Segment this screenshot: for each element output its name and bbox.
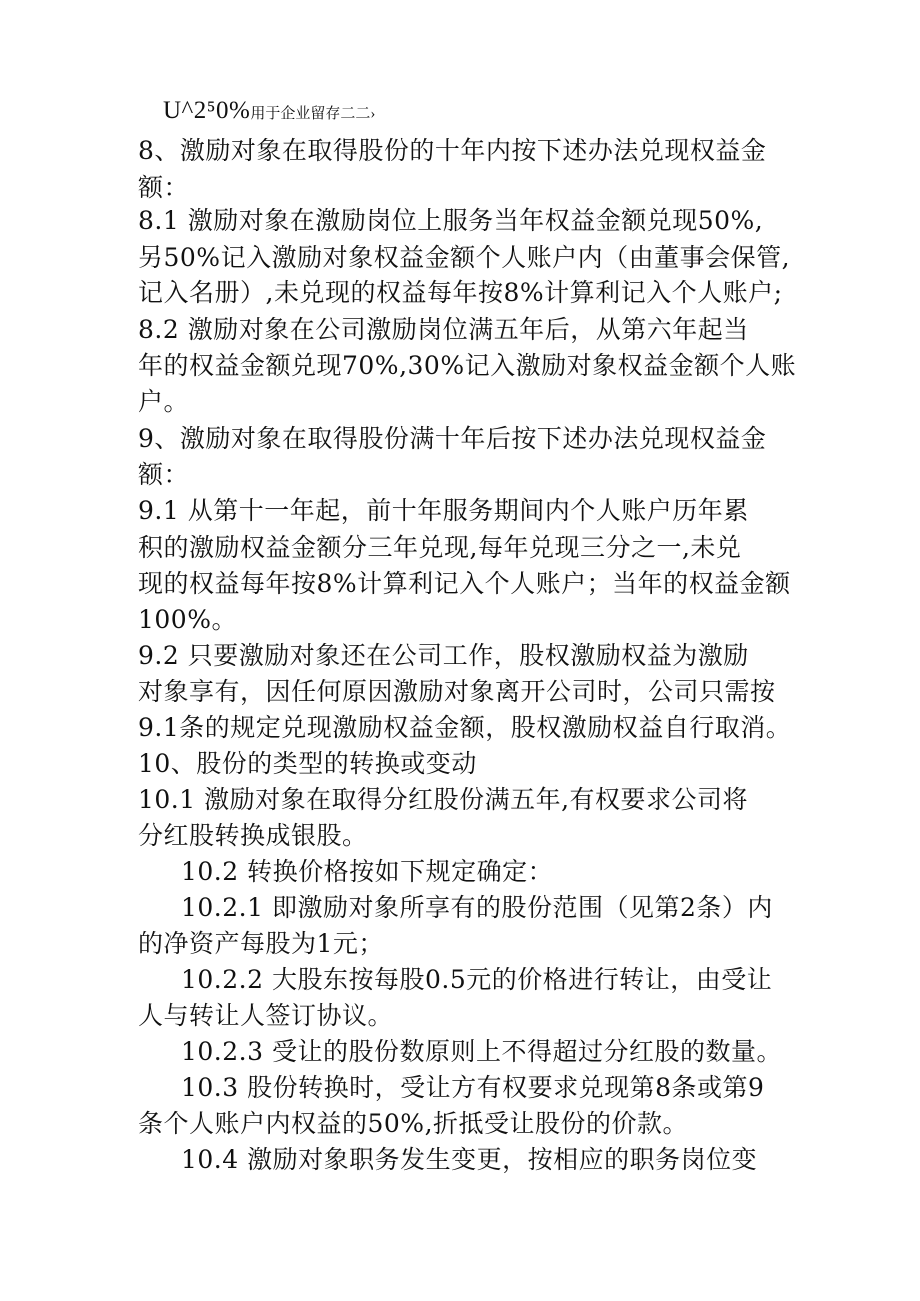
text-line-10-1: 10.1 激励对象在取得分红股份满五年,有权要求公司将 bbox=[138, 785, 749, 814]
text-line: 积的激励权益金额分三年兑现,每年兑现三分之一,未兑 bbox=[138, 533, 742, 562]
text-line: 对象享有，因任何原因激励对象离开公司时，公司只需按 bbox=[138, 677, 776, 706]
text-line: 分红股转换成银股。 bbox=[138, 821, 368, 850]
text-line: 年的权益金额兑现70%,30%记入激励对象权益金额个人账 bbox=[138, 351, 797, 380]
text-line-8-2: 8.2 激励对象在公司激励岗位满五年后，从第六年起当 bbox=[138, 315, 749, 344]
text-line-9-heading: 9、激励对象在取得股份满十年后按下述办法兑现权益金 bbox=[138, 424, 767, 453]
header-fragment bbox=[163, 96, 375, 129]
text-line-10-2: 10.2 转换价格按如下规定确定： bbox=[181, 857, 554, 886]
text-line: 额： bbox=[138, 460, 190, 489]
text-line: 现的权益每年按8%计算利记入个人账户；当年的权益金额 bbox=[138, 569, 791, 598]
text-line: 条个人账户内权益的50%,折抵受让股份的价款。 bbox=[138, 1109, 689, 1138]
text-line-9-1: 9.1 从第十一年起，前十年服务期间内个人账户历年累 bbox=[138, 496, 749, 525]
text-line: 户。 bbox=[138, 387, 190, 416]
text-line: 另50%记入激励对象权益金额个人账户内（由董事会保管, bbox=[138, 243, 791, 272]
text-line-8-1: 8.1 激励对象在激励岗位上服务当年权益金额兑现50%, bbox=[138, 206, 764, 235]
text-line-10-2-1: 10.2.1 即激励对象所享有的股份范围（见第2条）内 bbox=[181, 893, 773, 922]
text-line-10-4: 10.4 激励对象职务发生变更，按相应的职务岗位变 bbox=[181, 1145, 758, 1174]
text-line-9-2: 9.2 只要激励对象还在公司工作，股权激励权益为激励 bbox=[138, 641, 749, 670]
text-line: 额： bbox=[138, 173, 190, 202]
header-fragment-main: U^2⁵0% bbox=[163, 97, 251, 124]
text-line: 人与转让人签订协议。 bbox=[138, 1001, 394, 1030]
text-line: 9.1条的规定兑现激励权益金额，股权激励权益自行取消。 bbox=[138, 713, 792, 742]
text-line-10-3: 10.3 股份转换时，受让方有权要求兑现第8条或第9 bbox=[181, 1073, 765, 1102]
header-fragment-small: 用于企业留存二二› bbox=[250, 106, 376, 122]
text-line-10-2-2: 10.2.2 大股东按每股0.5元的价格进行转让，由受让 bbox=[181, 965, 773, 994]
text-line: 记入名册）,未兑现的权益每年按8%计算利记入个人账户; bbox=[138, 278, 783, 307]
text-line-8-heading: 8、激励对象在取得股份的十年内按下述办法兑现权益金 bbox=[138, 136, 767, 165]
text-line: 100%。 bbox=[138, 605, 237, 634]
text-line: 的净资产每股为1元； bbox=[138, 929, 384, 958]
text-line-10-heading: 10、股份的类型的转换或变动 bbox=[138, 749, 477, 778]
text-line-10-2-3: 10.2.3 受让的股份数原则上不得超过分红股的数量。 bbox=[181, 1037, 782, 1066]
